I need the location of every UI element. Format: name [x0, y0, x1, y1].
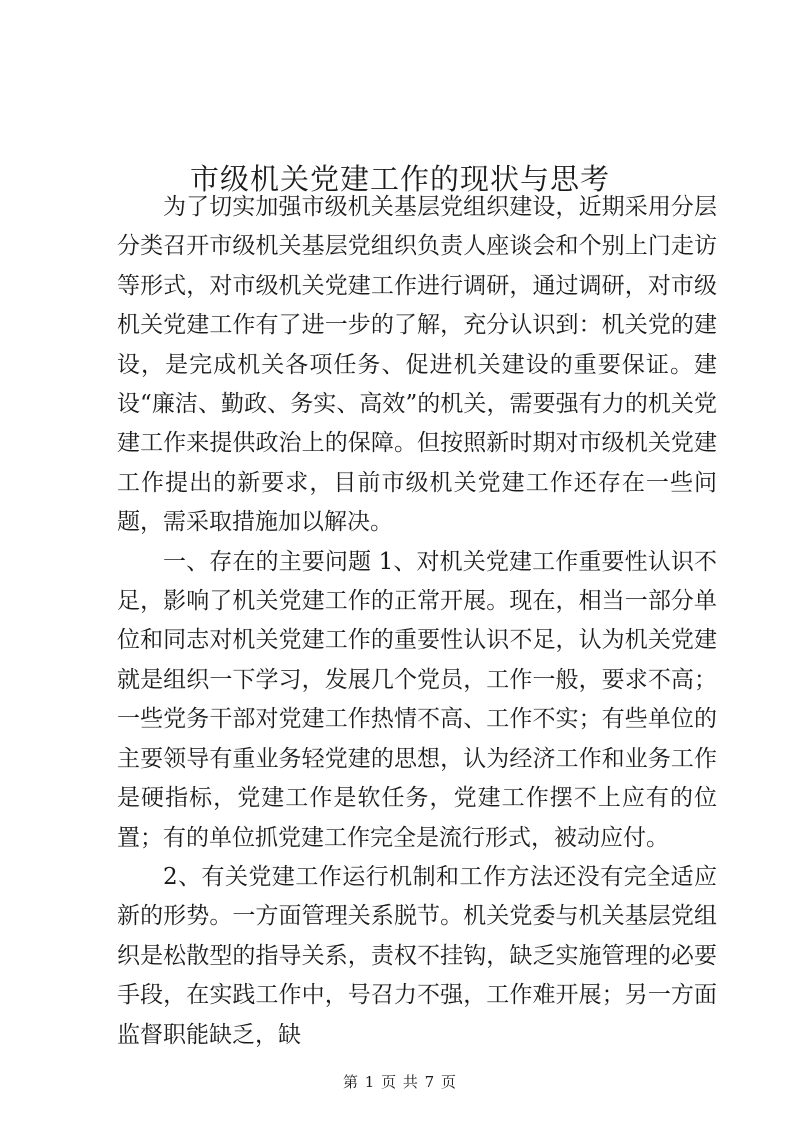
- paragraph-intro: 为了切实加强市级机关基层党组织建设，近期采用分层分类召开市级机关基层党组织负责人座谈会和个别上门走访等形式，对市级机关党建工作进行调研，通过调研，对市级机关党建工作有了进一步的了解，充分认识到：机关党的建设，是完成机关各项任务、促进机关建设的重要保证。建设“廉洁、勤政、务实、高效”的机关，需要强有力的机关党建工作来提供政治上的保障。但按照新时期对市级机关党建工作提出的新要求，目前市级机关党建工作还存在一些问题，需采取措施加以解决。: [117, 194, 717, 536]
- page-number-footer: 第 1 页 共 7 页: [343, 1073, 457, 1091]
- paragraph-problem-1: 一、存在的主要问题 1、对机关党建工作重要性认识不足，影响了机关党建工作的正常开展。现在，相当一部分单位和同志对机关党建工作的重要性认识不足，认为机关党建就是组织一下学习，发展几个党员，工作一般，要求不高；一些党务干部对党建工作热情不高、工作不实；有些单位的主要领导有重业务轻党建的思想，认为经济工作和业务工作是硬指标，党建工作是软任务，党建工作摆不上应有的位置；有的单位抓党建工作完全是流行形式，被动应付。: [117, 548, 717, 851]
- document-body: [117, 188, 717, 1055]
- paragraph-problem-2: 2、有关党建工作运行机制和工作方法还没有完全适应新的形势。一方面管理关系脱节。机关党委与机关基层党组织是松散型的指导关系，责权不挂钩，缺乏实施管理的必要手段，在实践工作中，号召力不强，工作难开展；另一方面监督职能缺乏，缺: [117, 863, 717, 1048]
- document-title: 市级机关党建工作的现状与思考: [189, 162, 610, 197]
